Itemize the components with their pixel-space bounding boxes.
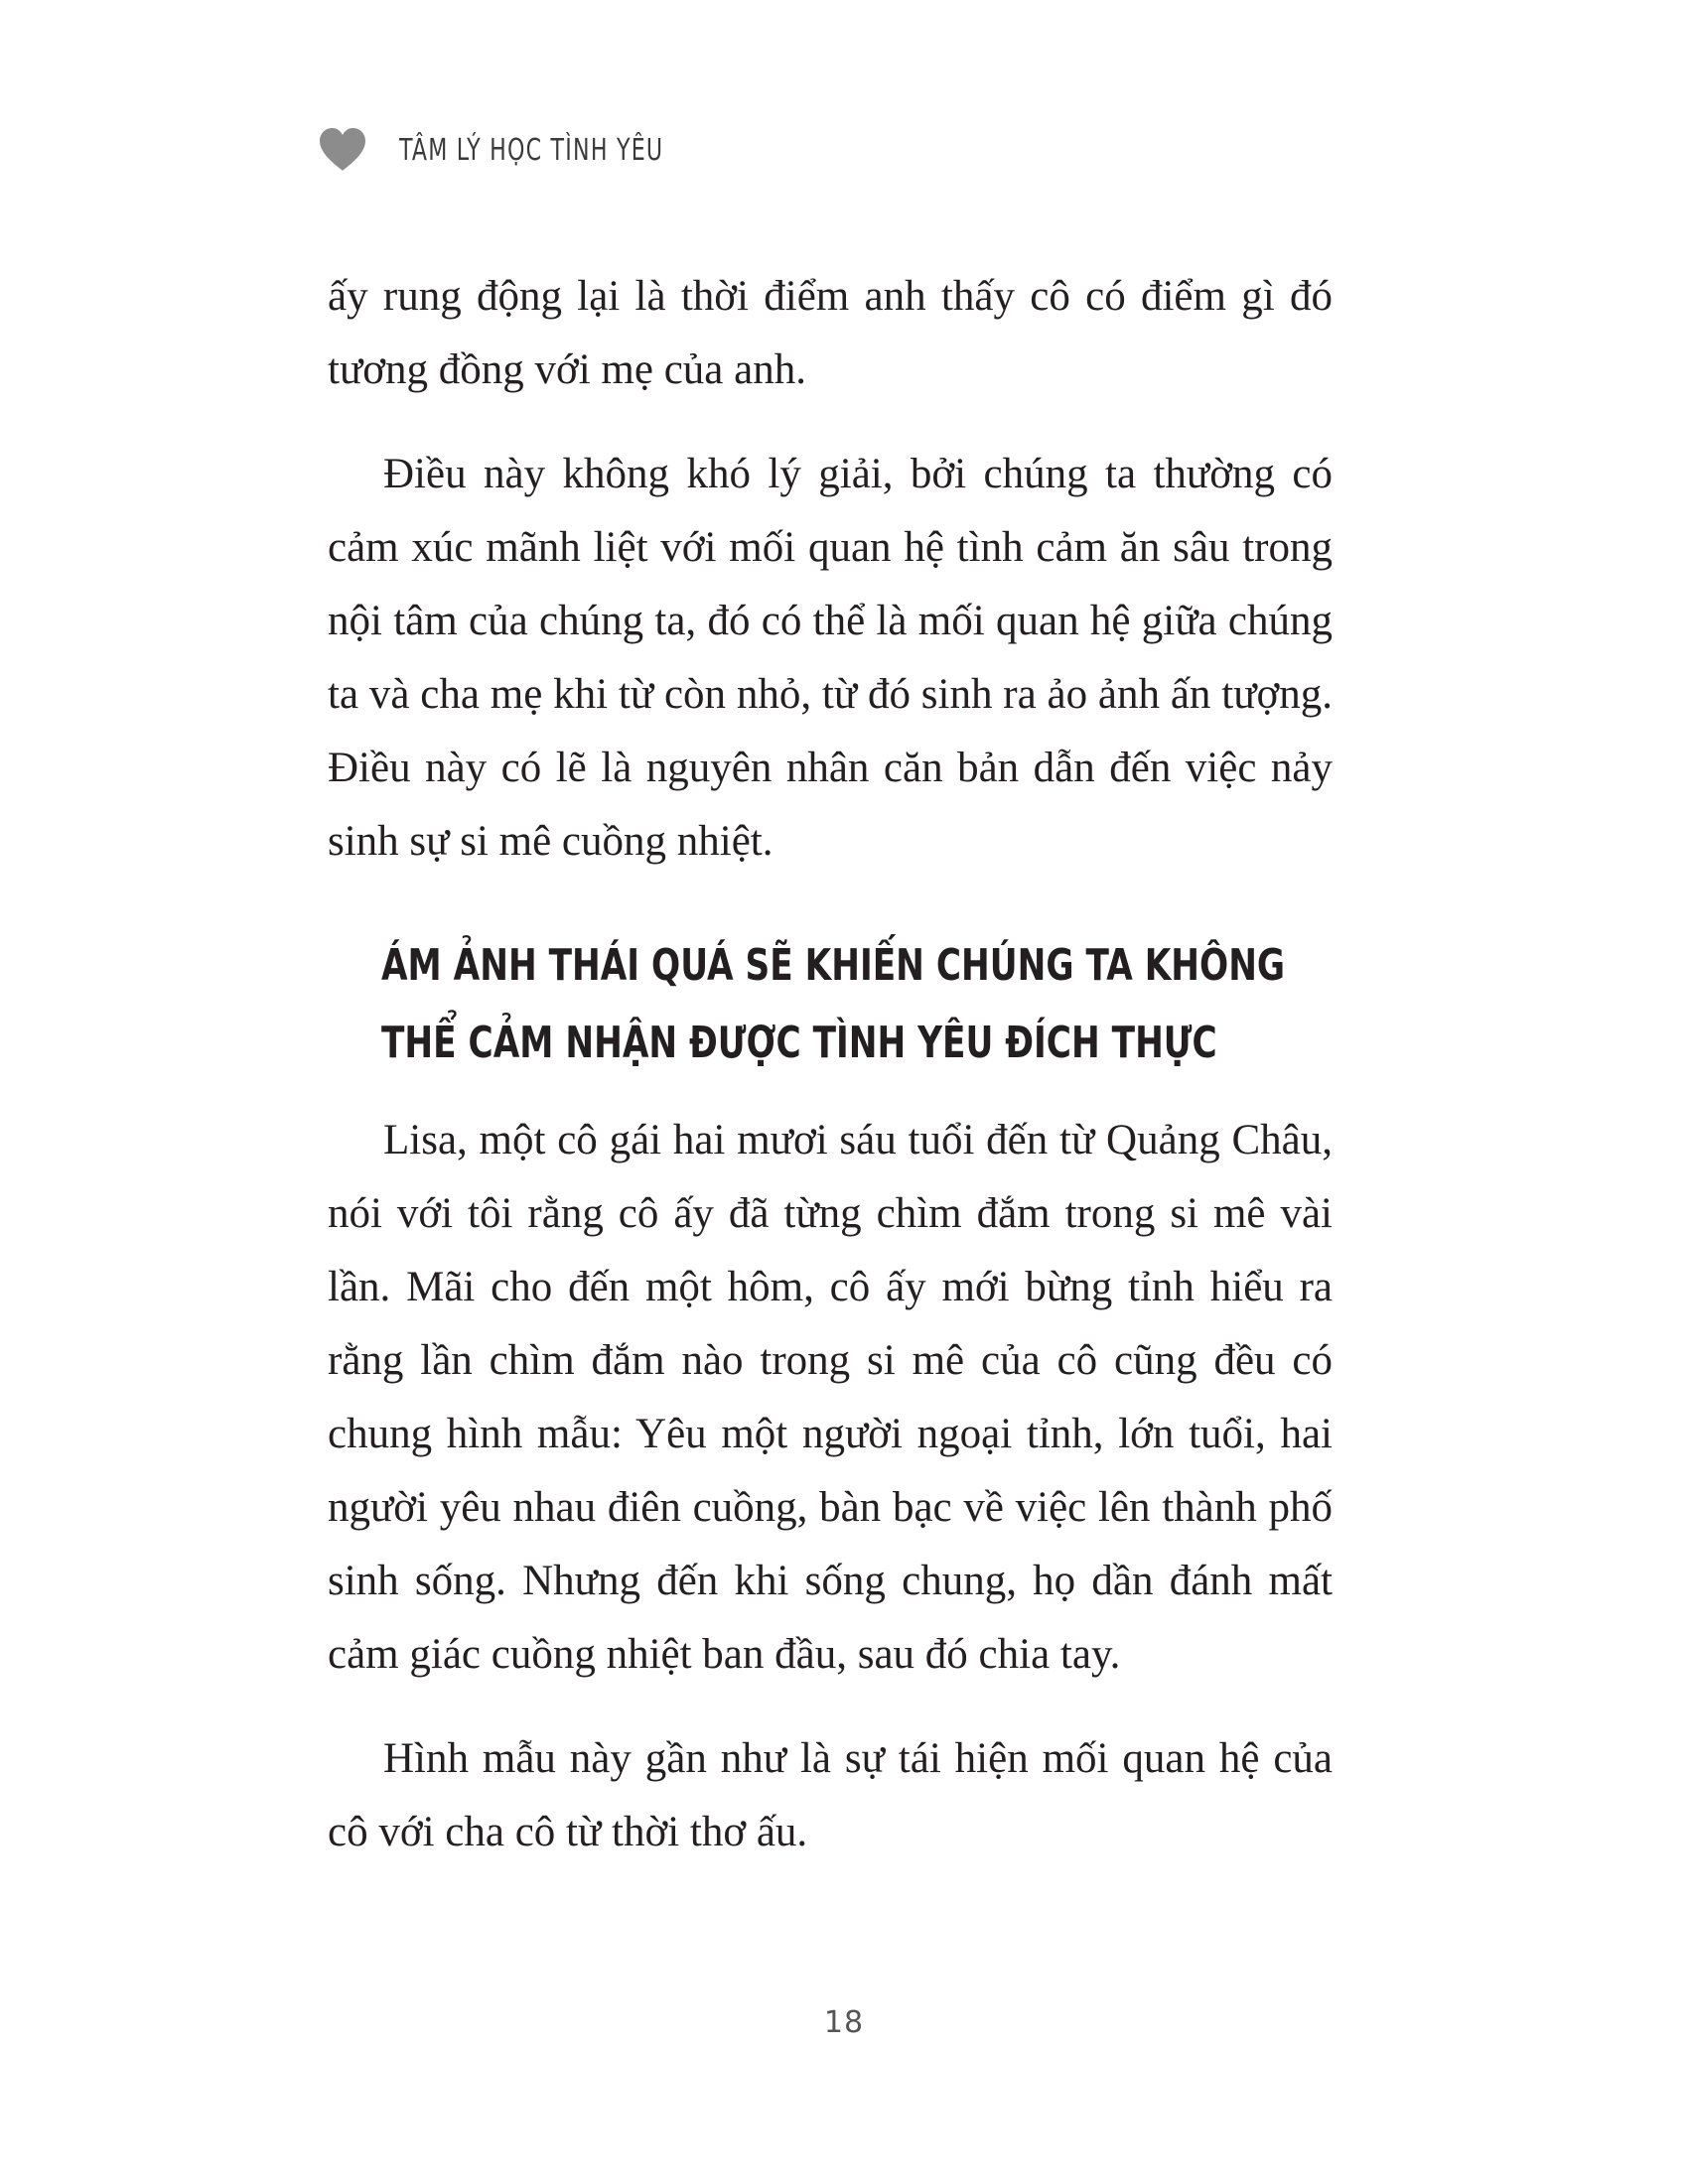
section-heading	[381, 927, 1286, 1082]
section-heading-line-1: ÁM ẢNH THÁI QUÁ SẼ KHIẾN CHÚNG TA KHÔNG	[381, 940, 1286, 991]
section-heading-line-2: THỂ CẢM NHẬN ĐƯỢC TÌNH YÊU ĐÍCH THỰC	[381, 1018, 1217, 1068]
running-header-title: TÂM LÝ HỌC TÌNH YÊU	[399, 132, 664, 168]
body-paragraph: Hình mẫu này gần như là sự tái hiện mối quan hệ của cô với cha cô từ thời thơ ấu.	[328, 1735, 1333, 1855]
body-paragraph: Điều này không khó lý giải, bởi chúng ta thường có cảm xúc mãnh liệt với mối quan hệ tình cảm ăn sâu trong nội tâm của chúng ta, đó có thể là mối quan hệ giữa chúng ta và cha mẹ khi từ còn nhỏ, từ đó sinh ra ảo ảnh ấn tượng. Điều này có lẽ là nguyên nhân căn bản dẫn đến việc nảy sinh sự si mê cuồng nhiệt.	[328, 451, 1333, 865]
page-number: 18	[823, 2005, 865, 2040]
page-body	[328, 260, 1333, 1869]
heart-icon	[318, 127, 367, 173]
running-header	[318, 127, 722, 173]
body-paragraph: Lisa, một cô gái hai mươi sáu tuổi đến từ Quảng Châu, nói với tôi rằng cô ấy đã từng chìm đắm trong si mê vài lần. Mãi cho đến một hôm, cô ấy mới bừng tỉnh hiểu ra rằng lần chìm đắm nào trong si mê của cô cũng đều có chung hình mẫu: Yêu một người ngoại tỉnh, lớn tuổi, hai người yêu nhau điên cuồng, bàn bạc về việc lên thành phố sinh sống. Nhưng đến khi sống chung, họ dần đánh mất cảm giác cuồng nhiệt ban đầu, sau đó chia tay.	[328, 1117, 1333, 1678]
body-paragraph: ấy rung động lại là thời điểm anh thấy cô có điểm gì đó tương đồng với mẹ của anh.	[328, 273, 1333, 393]
